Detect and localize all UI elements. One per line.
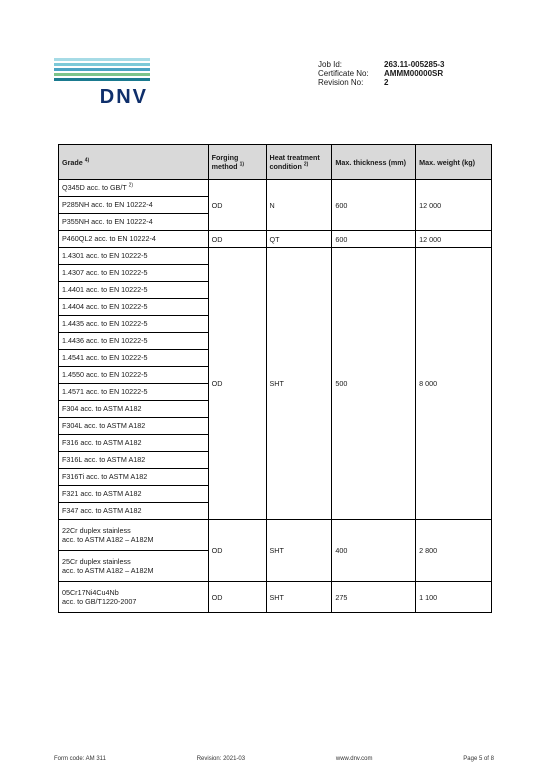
form-code: Form code: AM 311 <box>54 756 106 762</box>
grade-cell: 1.4550 acc. to EN 10222-5 <box>59 367 209 384</box>
grade-cell: F304 acc. to ASTM A182 <box>59 401 209 418</box>
heat-treatment-cell: SHT <box>266 520 332 582</box>
grade-cell: F321 acc. to ASTM A182 <box>59 486 209 503</box>
grade-cell: P285NH acc. to EN 10222-4 <box>59 197 209 214</box>
grade-cell: F304L acc. to ASTM A182 <box>59 418 209 435</box>
footer-revision: Revision: 2021-03 <box>196 756 246 762</box>
grade-cell: 1.4541 acc. to EN 10222-5 <box>59 350 209 367</box>
certificate-label: Certificate No: <box>318 69 369 78</box>
max-weight-cell: 1 100 <box>416 582 492 613</box>
grade-cell: Q345D acc. to GB/T $^{2)}$ <box>59 180 209 197</box>
grade-cell: F316Ti acc. to ASTM A182 <box>59 469 209 486</box>
grade-cell: 1.4435 acc. to EN 10222-5 <box>59 316 209 333</box>
forging-method-cell: OD <box>208 520 266 582</box>
table-row <box>59 582 492 613</box>
max-weight-cell: 12 000 <box>416 231 492 248</box>
max-thickness-cell: 600 <box>332 180 416 231</box>
logo-stripe <box>54 68 150 71</box>
grade-cell: 1.4301 acc. to EN 10222-5 <box>59 248 209 265</box>
grade-cell: 25Cr duplex stainless acc. to ASTM A182 – A182M <box>59 551 209 582</box>
grades-table <box>58 144 492 613</box>
max-thickness-cell: 400 <box>332 520 416 582</box>
logo-text: DNV <box>99 86 148 108</box>
document-header <box>318 60 445 87</box>
grade-cell: 1.4401 acc. to EN 10222-5 <box>59 282 209 299</box>
grade-cell: F316L acc. to ASTM A182 <box>59 452 209 469</box>
grade-cell: P355NH acc. to EN 10222-4 <box>59 214 209 231</box>
table-header-row <box>59 145 492 180</box>
header-heat-treatment: Heat treatment condition $^{2)}$ <box>266 145 332 180</box>
logo-stripe <box>54 63 150 66</box>
revision-value: 2 <box>384 78 389 87</box>
forging-method-cell: OD <box>208 180 266 231</box>
max-thickness-cell: 275 <box>332 582 416 613</box>
revision-label: Revision No: <box>318 78 364 87</box>
grade-cell: 1.4436 acc. to EN 10222-5 <box>59 333 209 350</box>
grade-cell: F347 acc. to ASTM A182 <box>59 503 209 520</box>
forging-method-cell: OD <box>208 231 266 248</box>
grade-cell: P460QL2 acc. to EN 10222-4 <box>59 231 209 248</box>
grade-cell: 22Cr duplex stainless acc. to ASTM A182 – A182M <box>59 520 209 551</box>
dnv-logo <box>54 58 150 109</box>
table-row <box>59 231 492 248</box>
header-max-thickness: Max. thickness (mm) <box>332 145 416 180</box>
page-footer <box>54 756 494 762</box>
grade-cell: 1.4404 acc. to EN 10222-5 <box>59 299 209 316</box>
heat-treatment-cell: N <box>266 180 332 231</box>
job-id-value: 263.11-005285-3 <box>384 60 445 69</box>
max-thickness-cell: 600 <box>332 231 416 248</box>
header-max-weight: Max. weight (kg) <box>416 145 492 180</box>
logo-stripe <box>54 78 150 81</box>
grade-cell: F316 acc. to ASTM A182 <box>59 435 209 452</box>
job-id-label: Job Id: <box>318 60 343 69</box>
table-row <box>59 520 492 551</box>
grade-cell: 05Cr17Ni4Cu4Nb acc. to GB/T1220-2007 <box>59 582 209 613</box>
heat-treatment-cell: QT <box>266 231 332 248</box>
forging-method-cell: OD <box>208 582 266 613</box>
max-weight-cell: 12 000 <box>416 180 492 231</box>
logo-stripe <box>54 73 150 76</box>
header-grade: Grade $^{4)}$ <box>59 145 209 180</box>
grade-cell: 1.4571 acc. to EN 10222-5 <box>59 384 209 401</box>
grade-cell: 1.4307 acc. to EN 10222-5 <box>59 265 209 282</box>
heat-treatment-cell: SHT <box>266 248 332 520</box>
max-thickness-cell: 500 <box>332 248 416 520</box>
heat-treatment-cell: SHT <box>266 582 332 613</box>
certificate-value: AMMM00000SR <box>384 69 444 78</box>
page-number: Page 5 of 8 <box>463 756 494 762</box>
forging-method-cell: OD <box>208 248 266 520</box>
footer-website: www.dnv.com <box>335 756 373 762</box>
header-forging-method: Forging method $^{1)}$ <box>208 145 266 180</box>
logo-stripe <box>54 58 150 61</box>
max-weight-cell: 8 000 <box>416 248 492 520</box>
table-row <box>59 248 492 265</box>
table-row <box>59 180 492 197</box>
max-weight-cell: 2 800 <box>416 520 492 582</box>
